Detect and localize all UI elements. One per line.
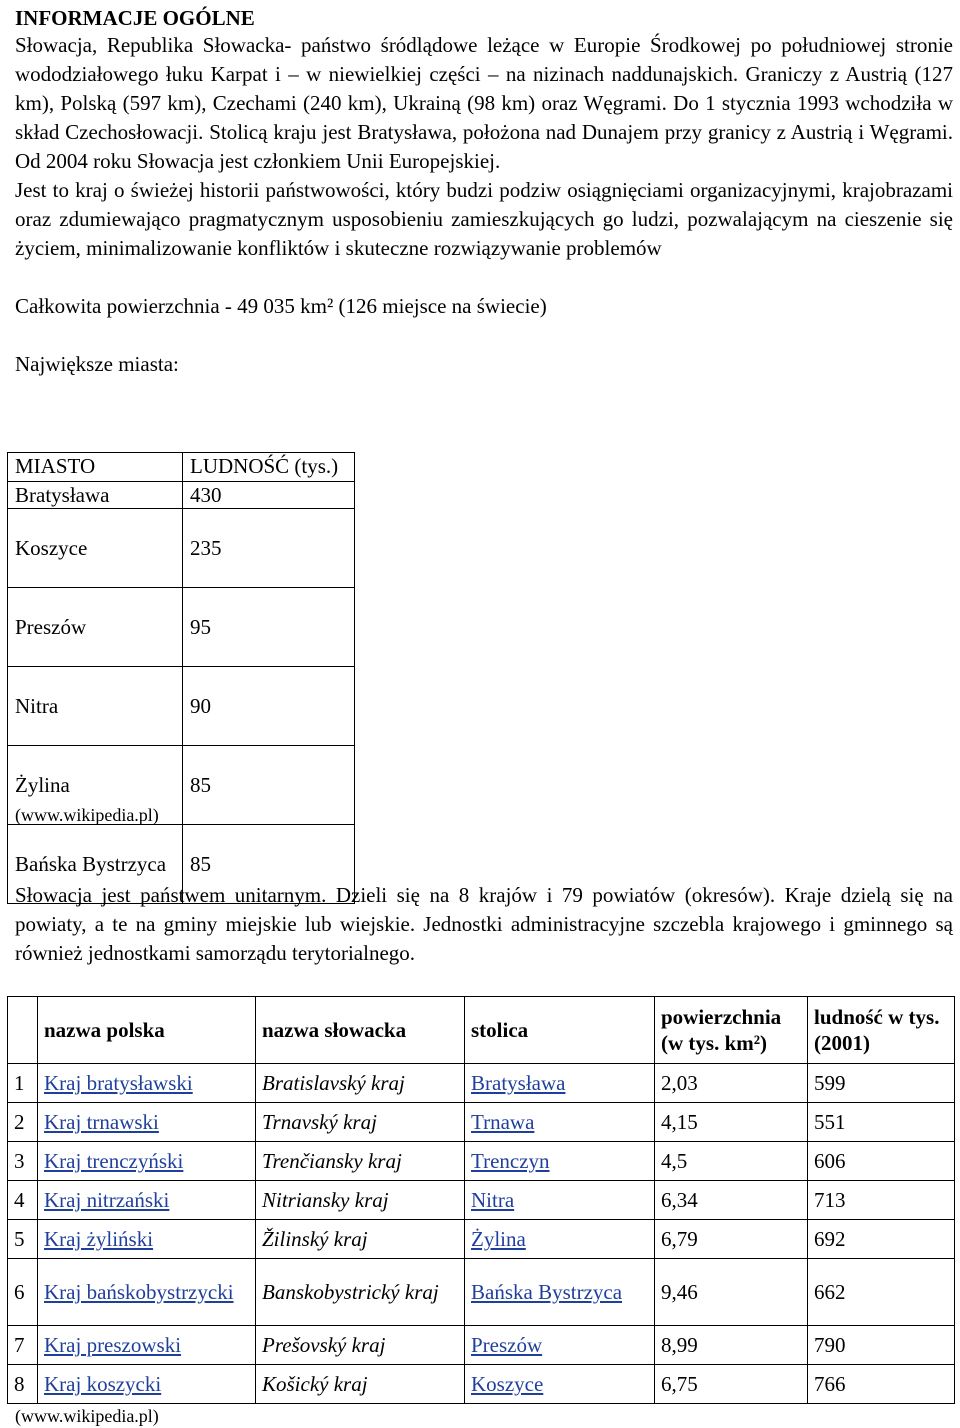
- region-link[interactable]: Kraj preszowski: [44, 1333, 182, 1357]
- region-link[interactable]: Kraj koszycki: [44, 1372, 162, 1396]
- region-number: 2: [8, 1103, 38, 1142]
- header-number: [8, 997, 38, 1064]
- region-population: 599: [808, 1064, 955, 1103]
- region-link[interactable]: Kraj nitrzański: [44, 1188, 170, 1212]
- source-note-1: (www.wikipedia.pl): [15, 805, 159, 825]
- header-city: MIASTO: [8, 453, 183, 482]
- city-population: 430: [183, 482, 355, 509]
- capital-link[interactable]: Preszów: [471, 1333, 543, 1357]
- region-number: 4: [8, 1181, 38, 1220]
- table-row: [8, 1326, 955, 1365]
- document-page: [15, 5, 953, 379]
- header-slovak-name: nazwa słowacka: [256, 997, 465, 1064]
- region-population: 662: [808, 1259, 955, 1326]
- city-name: Preszów: [8, 588, 183, 667]
- table-row: [8, 588, 355, 667]
- region-slovak-name: Košický kraj: [256, 1365, 465, 1404]
- city-population: 90: [183, 667, 355, 746]
- region-area: 6,34: [655, 1181, 808, 1220]
- region-area: 8,99: [655, 1326, 808, 1365]
- region-link[interactable]: Kraj trnawski: [44, 1110, 159, 1134]
- region-number: 5: [8, 1220, 38, 1259]
- header-capital: stolica: [465, 997, 655, 1064]
- region-link[interactable]: Kraj trenczyński: [44, 1149, 184, 1173]
- region-area: 6,79: [655, 1220, 808, 1259]
- region-area: 9,46: [655, 1259, 808, 1326]
- capital-link[interactable]: Bratysława: [471, 1071, 566, 1095]
- region-number: 7: [8, 1326, 38, 1365]
- table-row: [8, 667, 355, 746]
- area-line: Całkowita powierzchnia - 49 035 km² (126 miejsce na świecie): [15, 294, 547, 318]
- region-population: 692: [808, 1220, 955, 1259]
- table-row: [8, 1365, 955, 1404]
- source-note-2: (www.wikipedia.pl): [15, 1406, 159, 1426]
- region-population: 766: [808, 1365, 955, 1404]
- city-name: Żylina: [8, 746, 183, 825]
- header-population: ludność w tys. (2001): [808, 997, 955, 1064]
- region-slovak-name: Trnavský kraj: [256, 1103, 465, 1142]
- table-header-row: [8, 997, 955, 1064]
- capital-link[interactable]: Żylina: [471, 1227, 526, 1251]
- cities-table: [7, 452, 355, 904]
- regions-table: [7, 996, 955, 1404]
- region-slovak-name: Žilinský kraj: [256, 1220, 465, 1259]
- table-row: [8, 1259, 955, 1326]
- city-population: 85: [183, 825, 355, 904]
- region-link[interactable]: Kraj bańskobystrzycki: [44, 1280, 234, 1304]
- region-area: 4,5: [655, 1142, 808, 1181]
- region-population: 551: [808, 1103, 955, 1142]
- region-link[interactable]: Kraj żyliński: [44, 1227, 154, 1251]
- city-population: 95: [183, 588, 355, 667]
- table-row: [8, 1103, 955, 1142]
- capital-link[interactable]: Nitra: [471, 1188, 515, 1212]
- intro-paragraph: Słowacja, Republika Słowacka- państwo śródlądowe leżące w Europie Środkowej po południowej stronie wododziałowego łuku Karpat i – w niewielkiej części – na nizinach naddunajskich. Graniczy z Austrią (127 km), Polską (597 km), Czechami (240 km), Ukrainą (98 km) oraz Węgrami. Do 1 stycznia 1993 wchodziła w skład Czechosłowacji. Stolicą kraju jest Bratysława, położona nad Dunajem przy granicy z Austrią i Węgrami. Od 2004 roku Słowacja jest członkiem Unii Europejskiej.: [15, 33, 953, 173]
- table-header-row: [8, 453, 355, 482]
- capital-link[interactable]: Trnawa: [471, 1110, 535, 1134]
- region-number: 8: [8, 1365, 38, 1404]
- region-area: 4,15: [655, 1103, 808, 1142]
- region-area: 2,03: [655, 1064, 808, 1103]
- capital-link[interactable]: Bańska Bystrzyca: [471, 1280, 623, 1304]
- table-row: [8, 1181, 955, 1220]
- region-slovak-name: Nitriansky kraj: [256, 1181, 465, 1220]
- region-number: 1: [8, 1064, 38, 1103]
- cities-label: Największe miasta:: [15, 352, 179, 376]
- region-population: 713: [808, 1181, 955, 1220]
- table-row: [8, 1142, 955, 1181]
- header-area: powierzchnia (w tys. km²): [655, 997, 808, 1064]
- city-name: Bratysława: [8, 482, 183, 509]
- city-population: 235: [183, 509, 355, 588]
- region-slovak-name: Bratislavský kraj: [256, 1064, 465, 1103]
- region-slovak-name: Banskobystrický kraj: [256, 1259, 465, 1326]
- city-name: Koszyce: [8, 509, 183, 588]
- capital-link[interactable]: Koszyce: [471, 1372, 544, 1396]
- capital-link[interactable]: Trenczyn: [471, 1149, 550, 1173]
- table-row: [8, 1220, 955, 1259]
- city-population: 85: [183, 746, 355, 825]
- region-slovak-name: Prešovský kraj: [256, 1326, 465, 1365]
- city-name: Nitra: [8, 667, 183, 746]
- table-row: [8, 482, 355, 509]
- region-number: 6: [8, 1259, 38, 1326]
- header-polish-name: nazwa polska: [38, 997, 256, 1064]
- admin-paragraph: Słowacja jest państwem unitarnym. Dzieli się na 8 krajów i 79 powiatów (okresów). Kraje dzielą się na powiaty, a te na gminy miejskie lub wiejskie. Jednostki administracyjne szczebla krajowego i gminnego są również jednostkami samorządu terytorialnego.: [15, 883, 953, 965]
- region-area: 6,75: [655, 1365, 808, 1404]
- region-population: 790: [808, 1326, 955, 1365]
- table-row: [8, 509, 355, 588]
- region-link[interactable]: Kraj bratysławski: [44, 1071, 193, 1095]
- page-heading: INFORMACJE OGÓLNE: [15, 6, 255, 30]
- region-number: 3: [8, 1142, 38, 1181]
- region-population: 606: [808, 1142, 955, 1181]
- city-name: Bańska Bystrzyca: [8, 825, 183, 904]
- second-paragraph: Jest to kraj o świeżej historii państwowości, który budzi podziw osiągnięciami organizacyjnymi, krajobrazami oraz zdumiewająco pragmatycznym usposobieniu zamieszkujących go ludzi, pozwalającym na cieszenie się życiem, minimalizowanie konfliktów i skuteczne rozwiązywanie problemów: [15, 178, 953, 260]
- region-slovak-name: Trenčiansky kraj: [256, 1142, 465, 1181]
- table-row: [8, 1064, 955, 1103]
- header-population: LUDNOŚĆ (tys.): [183, 453, 355, 482]
